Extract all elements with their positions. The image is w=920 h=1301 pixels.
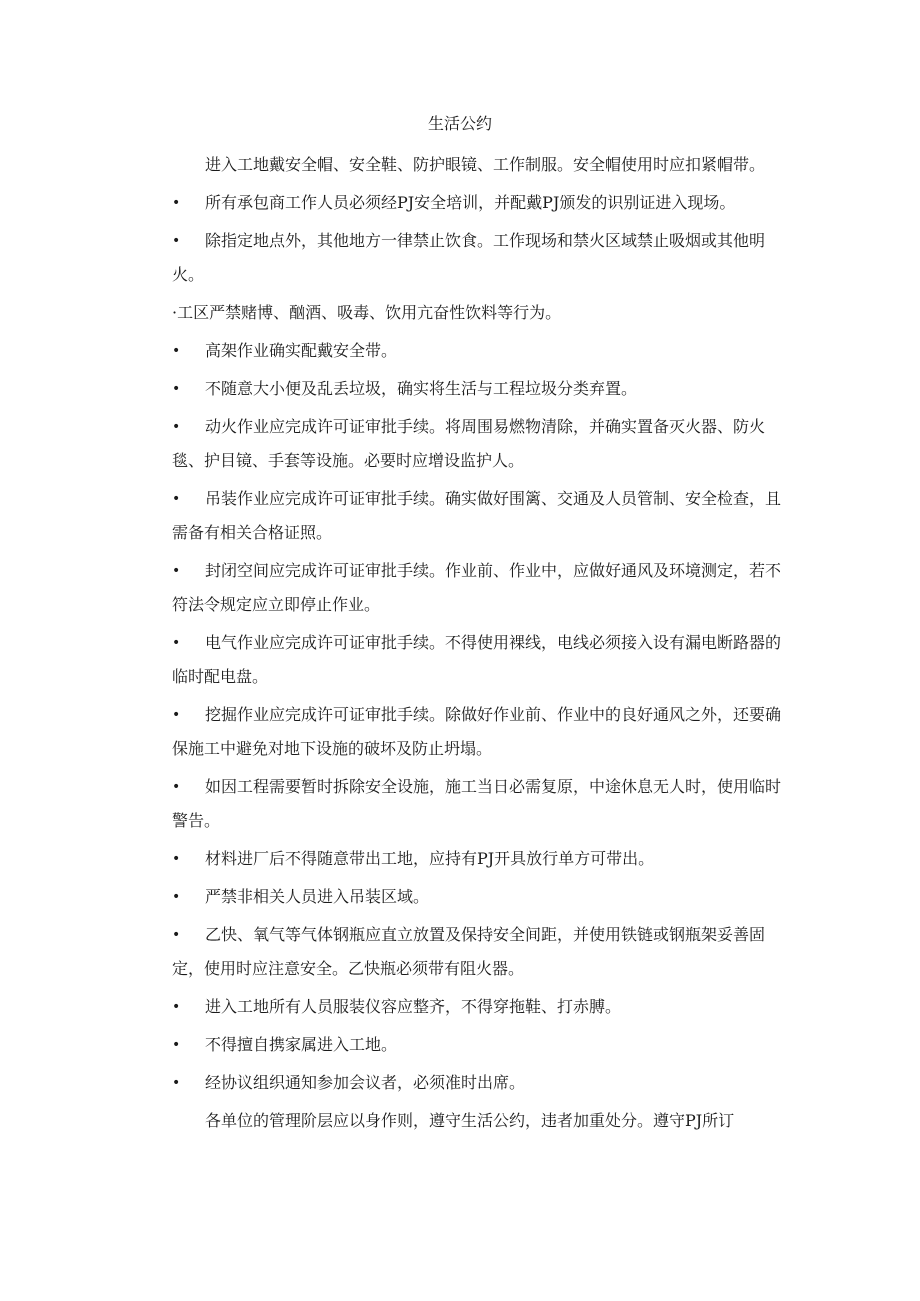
closing-paragraph: 各单位的管理阶层应以身作则，遵守生活公约，违者加重处分。遵守PJ所订	[205, 1111, 735, 1130]
list-item-text: 进入工地所有人员服装仪容应整齐，不得穿拖鞋、打赤膊。	[205, 997, 622, 1016]
list-item	[172, 482, 788, 550]
list-item-text: 除指定地点外，其他地方一律禁止饮食。工作现场和禁火区域禁止吸烟或其他明火。	[172, 231, 766, 284]
list-item-text: 所有承包商工作人员必须经PJ安全培训，并配戴PJ颁发的识别证进入现场。	[205, 193, 736, 212]
list-item	[172, 880, 788, 914]
list-item-text: 不随意大小便及乱丢垃圾，确实将生活与工程垃圾分类弃置。	[205, 379, 638, 398]
list-item-text: 不得擅自携家属进入工地。	[205, 1035, 398, 1054]
list-item	[172, 698, 788, 766]
document-body	[172, 148, 788, 1142]
list-item-text: 乙快、氧气等气体钢瓶应直立放置及保持安全间距，并使用铁链或钢瓶架妥善固定，使用时应注意安全。乙快瓶必须带有阻火器。	[172, 925, 766, 978]
list-item-text: 动火作业应完成许可证审批手续。将周围易燃物清除，并确实置备灭火器、防火毯、护目镜、手套等设施。必要时应增设监护人。	[172, 417, 766, 470]
bullet-icon: •	[172, 851, 181, 867]
list-item	[172, 372, 788, 406]
bullet-icon: •	[172, 707, 181, 723]
list-item	[172, 410, 788, 478]
list-item-text: 吊装作业应完成许可证审批手续。确实做好围篱、交通及人员管制、安全检查，且需备有相关合格证照。	[172, 489, 782, 542]
page-title: 生活公约	[427, 114, 492, 133]
bullet-icon: •	[172, 889, 181, 905]
list-item	[172, 186, 788, 220]
list-item	[172, 224, 788, 292]
bullet-icon: •	[172, 563, 181, 579]
list-item-text: 严禁非相关人员进入吊装区域。	[205, 887, 430, 906]
bullet-icon: •	[172, 1075, 181, 1091]
intro-paragraph: 进入工地戴安全帽、安全鞋、防护眼镜、工作制服。安全帽使用时应扣紧帽带。	[205, 155, 766, 174]
list-item	[172, 296, 788, 330]
list-item	[172, 1028, 788, 1062]
bullet-icon: •	[172, 195, 181, 211]
list-item-text: 材料进厂后不得随意带出工地，应持有PJ开具放行单方可带出。	[205, 849, 655, 868]
bullet-icon: •	[172, 419, 181, 435]
rules-list	[172, 186, 788, 1100]
list-item-text: 经协议组织通知参加会议者，必须准时出席。	[205, 1073, 526, 1092]
list-item	[172, 626, 788, 694]
bullet-icon: •	[172, 779, 181, 795]
bullet-icon: •	[172, 999, 181, 1015]
list-item	[172, 770, 788, 838]
list-item-text: 封闭空间应完成许可证审批手续。作业前、作业中，应做好通风及环境测定，若不符法令规定应立即停止作业。	[172, 561, 782, 614]
list-item	[172, 918, 788, 986]
bullet-icon: •	[172, 635, 181, 651]
list-item-text: 挖掘作业应完成许可证审批手续。除做好作业前、作业中的良好通风之外，还要确保施工中避免对地下设施的破坏及防止坍塌。	[172, 705, 782, 758]
list-item	[172, 334, 788, 368]
bullet-icon: •	[172, 233, 181, 249]
list-item-text: ·工区严禁赌博、酗酒、吸毒、饮用亢奋性饮料等行为。	[172, 303, 562, 322]
list-item-text: 如因工程需要暂时拆除安全设施，施工当日必需复原，中途休息无人时，使用临时警告。	[172, 777, 782, 830]
list-item-text: 高架作业确实配戴安全带。	[205, 341, 398, 360]
list-item-text: 电气作业应完成许可证审批手续。不得使用裸线，电线必须接入设有漏电断路器的临时配电盘。	[172, 633, 782, 686]
list-item	[172, 1066, 788, 1100]
list-item	[172, 554, 788, 622]
bullet-icon: •	[172, 927, 181, 943]
list-item	[172, 842, 788, 876]
bullet-icon: •	[172, 343, 181, 359]
bullet-icon: •	[172, 381, 181, 397]
bullet-icon: •	[172, 491, 181, 507]
list-item	[172, 990, 788, 1024]
bullet-icon: •	[172, 1037, 181, 1053]
